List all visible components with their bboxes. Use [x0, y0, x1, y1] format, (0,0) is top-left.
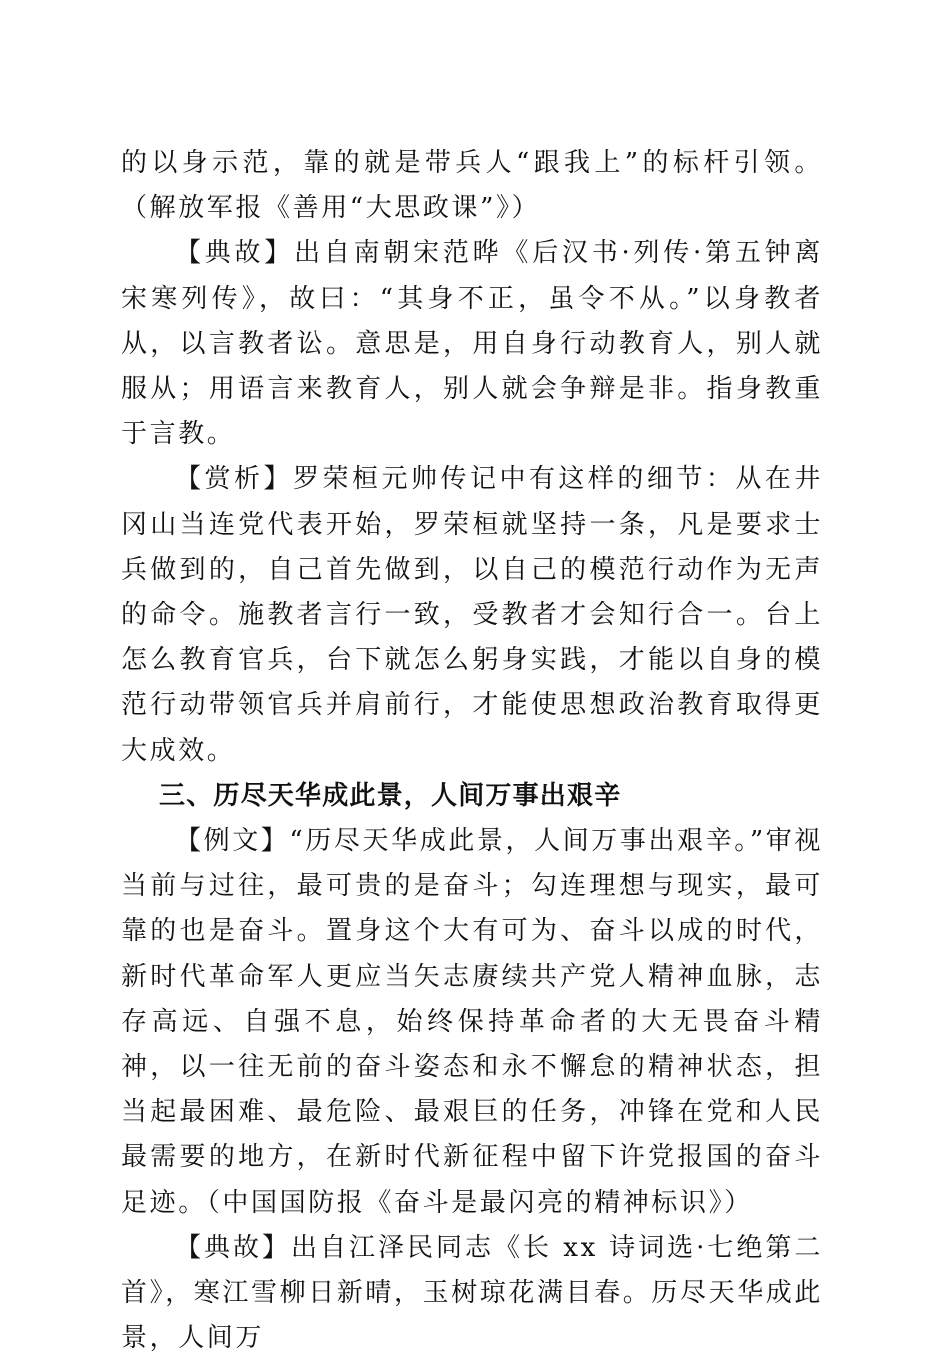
document-body [121, 141, 823, 1361]
paragraph-example: 【例文】“历尽天华成此景，人间万事出艰辛。”审视当前与过往，最可贵的是奋斗；勾连理想与现实，最可靠的也是奋斗。置身这个大有可为、奋斗以成的时代，新时代革命军人更应当矢志赓续共产党人精神血脉，志存高远、自强不息，始终保持革命者的大无畏奋斗精神，以一往无前的奋斗姿态和永不懈怠的精神状态，担当起最困难、最危险、最艰巨的任务，冲锋在党和人民最需要的地方，在新时代新征程中留下许党报国的奋斗足迹。（中国国防报《奋斗是最闪亮的精神标识》） [121, 826, 823, 1218]
section-heading-3: 三、历尽天华成此景，人间万事出艰辛 [159, 780, 622, 811]
paragraph-allusion-2: 【典故】出自江泽民同志《长 xx 诗词选·七绝第二首》，寒江雪柳日新晴，玉树琼花满目春。历尽天华成此景，人间万 [121, 1232, 824, 1354]
paragraph-continuation: 的以身示范，靠的就是带兵人“跟我上”的标杆引领。（解放军报《善用“大思政课”》） [121, 148, 823, 224]
paragraph-appreciation: 【赏析】罗荣桓元帅传记中有这样的细节：从在井冈山当连党代表开始，罗荣桓就坚持一条，凡是要求士兵做到的，自己首先做到，以自己的模范行动作为无声的命令。施教者言行一致，受教者才会知行合一。台上怎么教育官兵，台下就怎么躬身实践，才能以自身的模范行动带领官兵并肩前行，才能使思想政治教育取得更大成效。 [121, 464, 823, 766]
paragraph-allusion-1: 【典故】出自南朝宋范晔《后汉书·列传·第五钟离宋寒列传》，故曰：“其身不正，虽令不从。”以身教者从，以言教者讼。意思是，用自身行动教育人，别人就服从；用语言来教育人，别人就会争辩是非。指身教重于言教。 [121, 238, 823, 450]
